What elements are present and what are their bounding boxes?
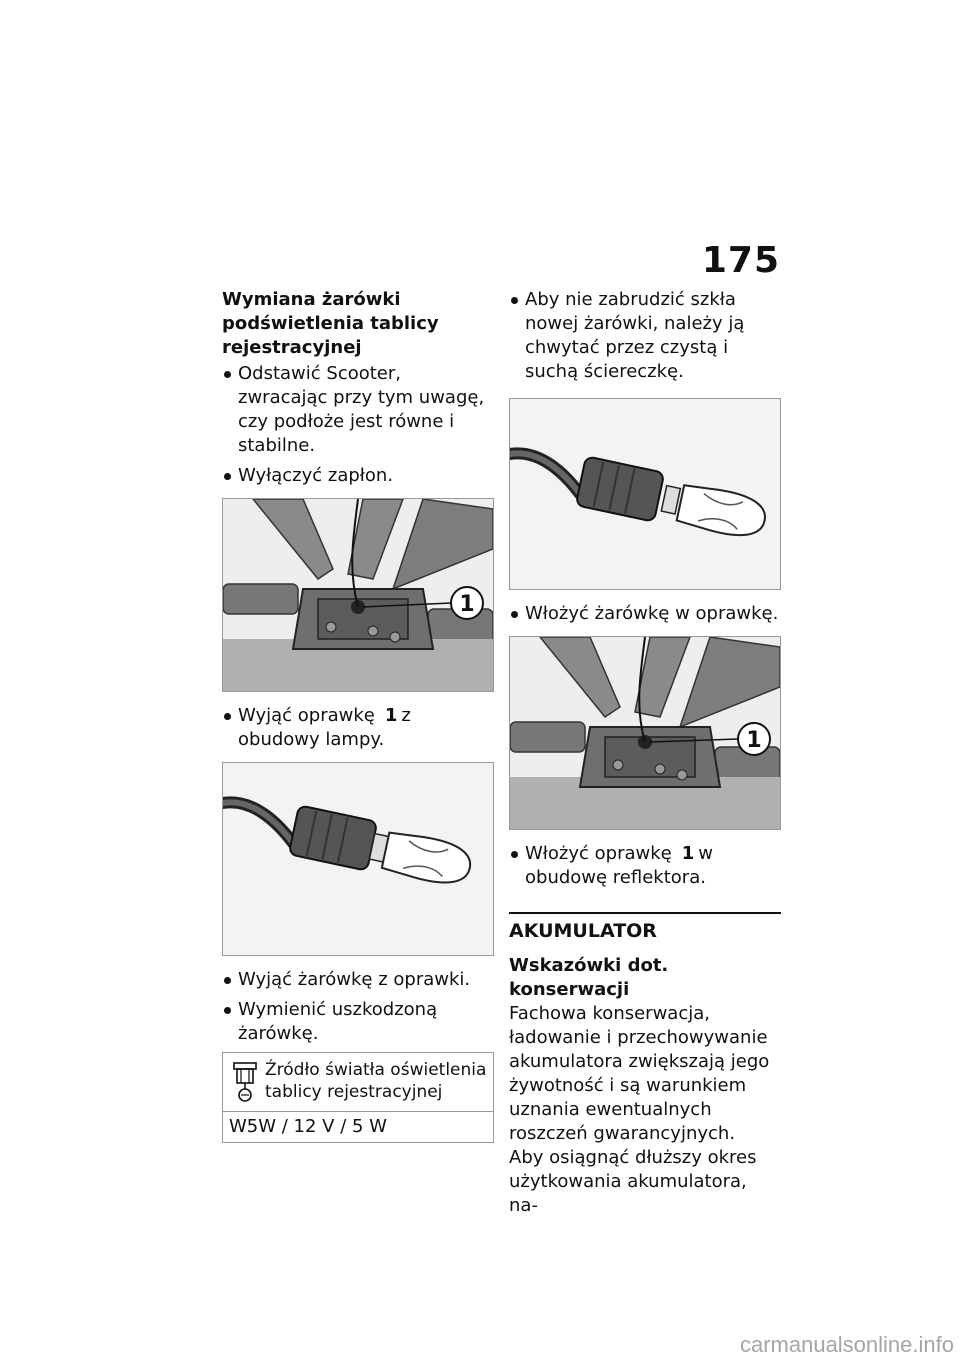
step-replace-bulb: Wymienić uszkodzoną żarówkę.: [222, 998, 494, 1046]
step-remove-bulb: Wyjąć żarówkę z oprawki.: [222, 968, 494, 992]
step-insert-socket-pre: Włożyć oprawkę: [525, 843, 672, 864]
left-column: [222, 288, 494, 1143]
step-handle-cloth: Aby nie zabrudzić szkła nowej żarówki, należy ją chwytać przez czystą i suchą ściereczkę.: [509, 288, 781, 384]
spec-value: W5W / 12 V / 5 W: [229, 1116, 387, 1137]
section-title: AKUMULATOR: [509, 920, 657, 942]
figure-bulb-insert: [509, 398, 781, 590]
step-park-scooter: Odstawić Scooter, zwracając przy tym uwagę, czy podłoże jest równe i stabilne.: [222, 362, 494, 458]
bulb-socket-icon: [229, 1059, 265, 1107]
step-remove-socket-post: z obudowy lampy.: [238, 705, 411, 750]
paragraph-battery-life: Aby osiągnąć dłuższy okres użytkowania akumulatora, na-: [509, 1147, 757, 1216]
watermark: carmanualsonline.info: [739, 1332, 954, 1357]
page-number: 175: [701, 240, 780, 281]
step-remove-socket-pre: Wyjąć oprawkę: [238, 705, 375, 726]
callout-1: 1: [459, 592, 475, 617]
reference-number: 1: [681, 843, 695, 864]
right-column: [509, 288, 781, 1218]
paragraph-maintenance: Fachowa konserwacja, ładowanie i przechowywanie akumulatora zwiększają jego żywotność i są warunkiem uznania ewentualnych roszczeń gwarancyjnych.: [509, 1003, 770, 1144]
step-insert-bulb: Włożyć żarówkę w oprawkę.: [509, 602, 781, 626]
step-insert-socket: [509, 842, 781, 890]
spec-label: Źródło światła oświetlenia tablicy rejestracyjnej: [265, 1060, 487, 1102]
step-remove-socket: [222, 704, 494, 752]
sub-heading: Wskazówki dot. konserwacji: [509, 955, 669, 1000]
step-insert-socket-post: w obudowę reflektora.: [525, 843, 713, 888]
section-divider: [509, 912, 781, 914]
reference-number: 1: [384, 705, 398, 726]
callout-1: 1: [746, 728, 762, 753]
figure-lamp-housing: [222, 498, 494, 692]
figure-socket-insert: [509, 636, 781, 830]
step-ignition-off: Wyłączyć zapłon.: [222, 464, 494, 488]
spec-table: [222, 1052, 494, 1143]
section-heading: Wymiana żarówki podświetlenia tablicy rejestracyjnej: [222, 289, 439, 358]
figure-bulb-removal: [222, 762, 494, 956]
spec-header: [223, 1053, 493, 1112]
